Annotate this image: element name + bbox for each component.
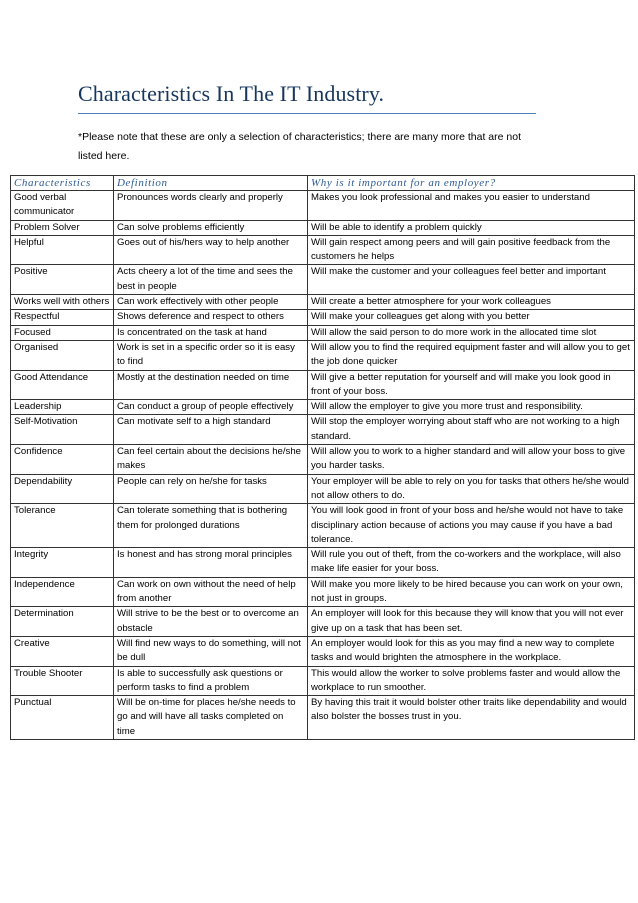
row-definition: Work is set in a specific order so it is easy to find [114, 340, 308, 370]
row-importance: This would allow the worker to solve problems faster and would allow the workplace to run smoother. [308, 666, 635, 696]
table-row [11, 295, 635, 310]
row-characteristic: Independence [11, 577, 114, 607]
table-row [11, 696, 635, 740]
row-definition: People can rely on he/she for tasks [114, 474, 308, 504]
row-characteristic: Dependability [11, 474, 114, 504]
row-importance: An employer would look for this as you may find a new way to complete tasks and would brighten the atmosphere in the workplace. [308, 636, 635, 666]
row-definition: Will be on-time for places he/she needs to go and will have all tasks completed on time [114, 696, 308, 740]
row-characteristic: Positive [11, 265, 114, 295]
row-characteristic: Self-Motivation [11, 415, 114, 445]
row-importance: Will allow the employer to give you more trust and responsibility. [308, 400, 635, 415]
row-definition: Can work on own without the need of help from another [114, 577, 308, 607]
row-characteristic: Organised [11, 340, 114, 370]
row-definition: Shows deference and respect to others [114, 310, 308, 325]
table-row [11, 340, 635, 370]
header-importance: Why is it important for an employer? [308, 176, 635, 191]
row-definition: Goes out of his/hers way to help another [114, 235, 308, 265]
table-row [11, 504, 635, 548]
table-row [11, 636, 635, 666]
row-characteristic: Trouble Shooter [11, 666, 114, 696]
table-row [11, 220, 635, 235]
document-title: Characteristics In The IT Industry. [78, 81, 385, 106]
selection-note: *Please note that these are only a selection of characteristics; there are many more that are not listed here. [78, 131, 521, 162]
table-row [11, 474, 635, 504]
row-characteristic: Works well with others [11, 295, 114, 310]
row-characteristic: Respectful [11, 310, 114, 325]
table-row [11, 310, 635, 325]
row-importance: Will be able to identify a problem quickly [308, 220, 635, 235]
row-definition: Pronounces words clearly and properly [114, 191, 308, 221]
row-characteristic: Punctual [11, 696, 114, 740]
row-importance: Will make you more likely to be hired because you can work on your own, not just in groups. [308, 577, 635, 607]
row-importance: Will make the customer and your colleagues feel better and important [308, 265, 635, 295]
row-characteristic: Integrity [11, 548, 114, 578]
table-row [11, 265, 635, 295]
row-definition: Acts cheery a lot of the time and sees the best in people [114, 265, 308, 295]
row-importance: Will make your colleagues get along with you better [308, 310, 635, 325]
row-definition: Can conduct a group of people effectively [114, 400, 308, 415]
row-importance: Will allow you to work to a higher standard and will allow your boss to give you harder tasks. [308, 445, 635, 475]
row-characteristic: Determination [11, 607, 114, 637]
row-importance: Will give a better reputation for yourself and will make you look good in front of your boss. [308, 370, 635, 400]
table-row [11, 415, 635, 445]
row-definition: Mostly at the destination needed on time [114, 370, 308, 400]
header-definition: Definition [114, 176, 308, 191]
header-characteristics: Characteristics [11, 176, 114, 191]
row-definition: Is concentrated on the task at hand [114, 325, 308, 340]
table-row [11, 191, 635, 221]
table-header-row [11, 176, 635, 191]
row-importance: You will look good in front of your boss and he/she would not have to take disciplinary action because of actions you may cause if you have a bad tolerance. [308, 504, 635, 548]
row-characteristic: Tolerance [11, 504, 114, 548]
table-row [11, 235, 635, 265]
row-characteristic: Creative [11, 636, 114, 666]
row-importance: Makes you look professional and makes you easier to understand [308, 191, 635, 221]
table-row [11, 577, 635, 607]
row-characteristic: Helpful [11, 235, 114, 265]
row-definition: Can tolerate something that is bothering them for prolonged durations [114, 504, 308, 548]
row-importance: Will allow you to find the required equipment faster and will allow you to get the job done quicker [308, 340, 635, 370]
row-characteristic: Leadership [11, 400, 114, 415]
row-importance: Will allow the said person to do more work in the allocated time slot [308, 325, 635, 340]
row-definition: Can work effectively with other people [114, 295, 308, 310]
row-definition: Will find new ways to do something, will not be dull [114, 636, 308, 666]
row-characteristic: Focused [11, 325, 114, 340]
row-definition: Can solve problems efficiently [114, 220, 308, 235]
title-underline [78, 113, 536, 114]
table-row [11, 548, 635, 578]
row-definition: Will strive to be the best or to overcome an obstacle [114, 607, 308, 637]
table-row [11, 325, 635, 340]
row-importance: Will create a better atmosphere for your work colleagues [308, 295, 635, 310]
table-row [11, 607, 635, 637]
row-characteristic: Good verbal communicator [11, 191, 114, 221]
row-characteristic: Problem Solver [11, 220, 114, 235]
table-row [11, 445, 635, 475]
row-definition: Is honest and has strong moral principles [114, 548, 308, 578]
table-row [11, 666, 635, 696]
row-characteristic: Good Attendance [11, 370, 114, 400]
row-characteristic: Confidence [11, 445, 114, 475]
row-definition: Can motivate self to a high standard [114, 415, 308, 445]
table-body [11, 191, 635, 740]
table-row [11, 400, 635, 415]
table-row [11, 370, 635, 400]
row-importance: Will rule you out of theft, from the co-workers and the workplace, will also make life easier for your boss. [308, 548, 635, 578]
row-importance: An employer will look for this because they will know that you will not ever give up on a task that has been set. [308, 607, 635, 637]
row-importance: By having this trait it would bolster other traits like dependability and would also bolster the bosses trust in you. [308, 696, 635, 740]
row-importance: Will stop the employer worrying about staff who are not working to a high standard. [308, 415, 635, 445]
characteristics-table [10, 175, 635, 740]
row-importance: Will gain respect among peers and will gain positive feedback from the customers he helps [308, 235, 635, 265]
row-definition: Can feel certain about the decisions he/she makes [114, 445, 308, 475]
row-importance: Your employer will be able to rely on you for tasks that others he/she would not allow others to do. [308, 474, 635, 504]
row-definition: Is able to successfully ask questions or perform tasks to find a problem [114, 666, 308, 696]
